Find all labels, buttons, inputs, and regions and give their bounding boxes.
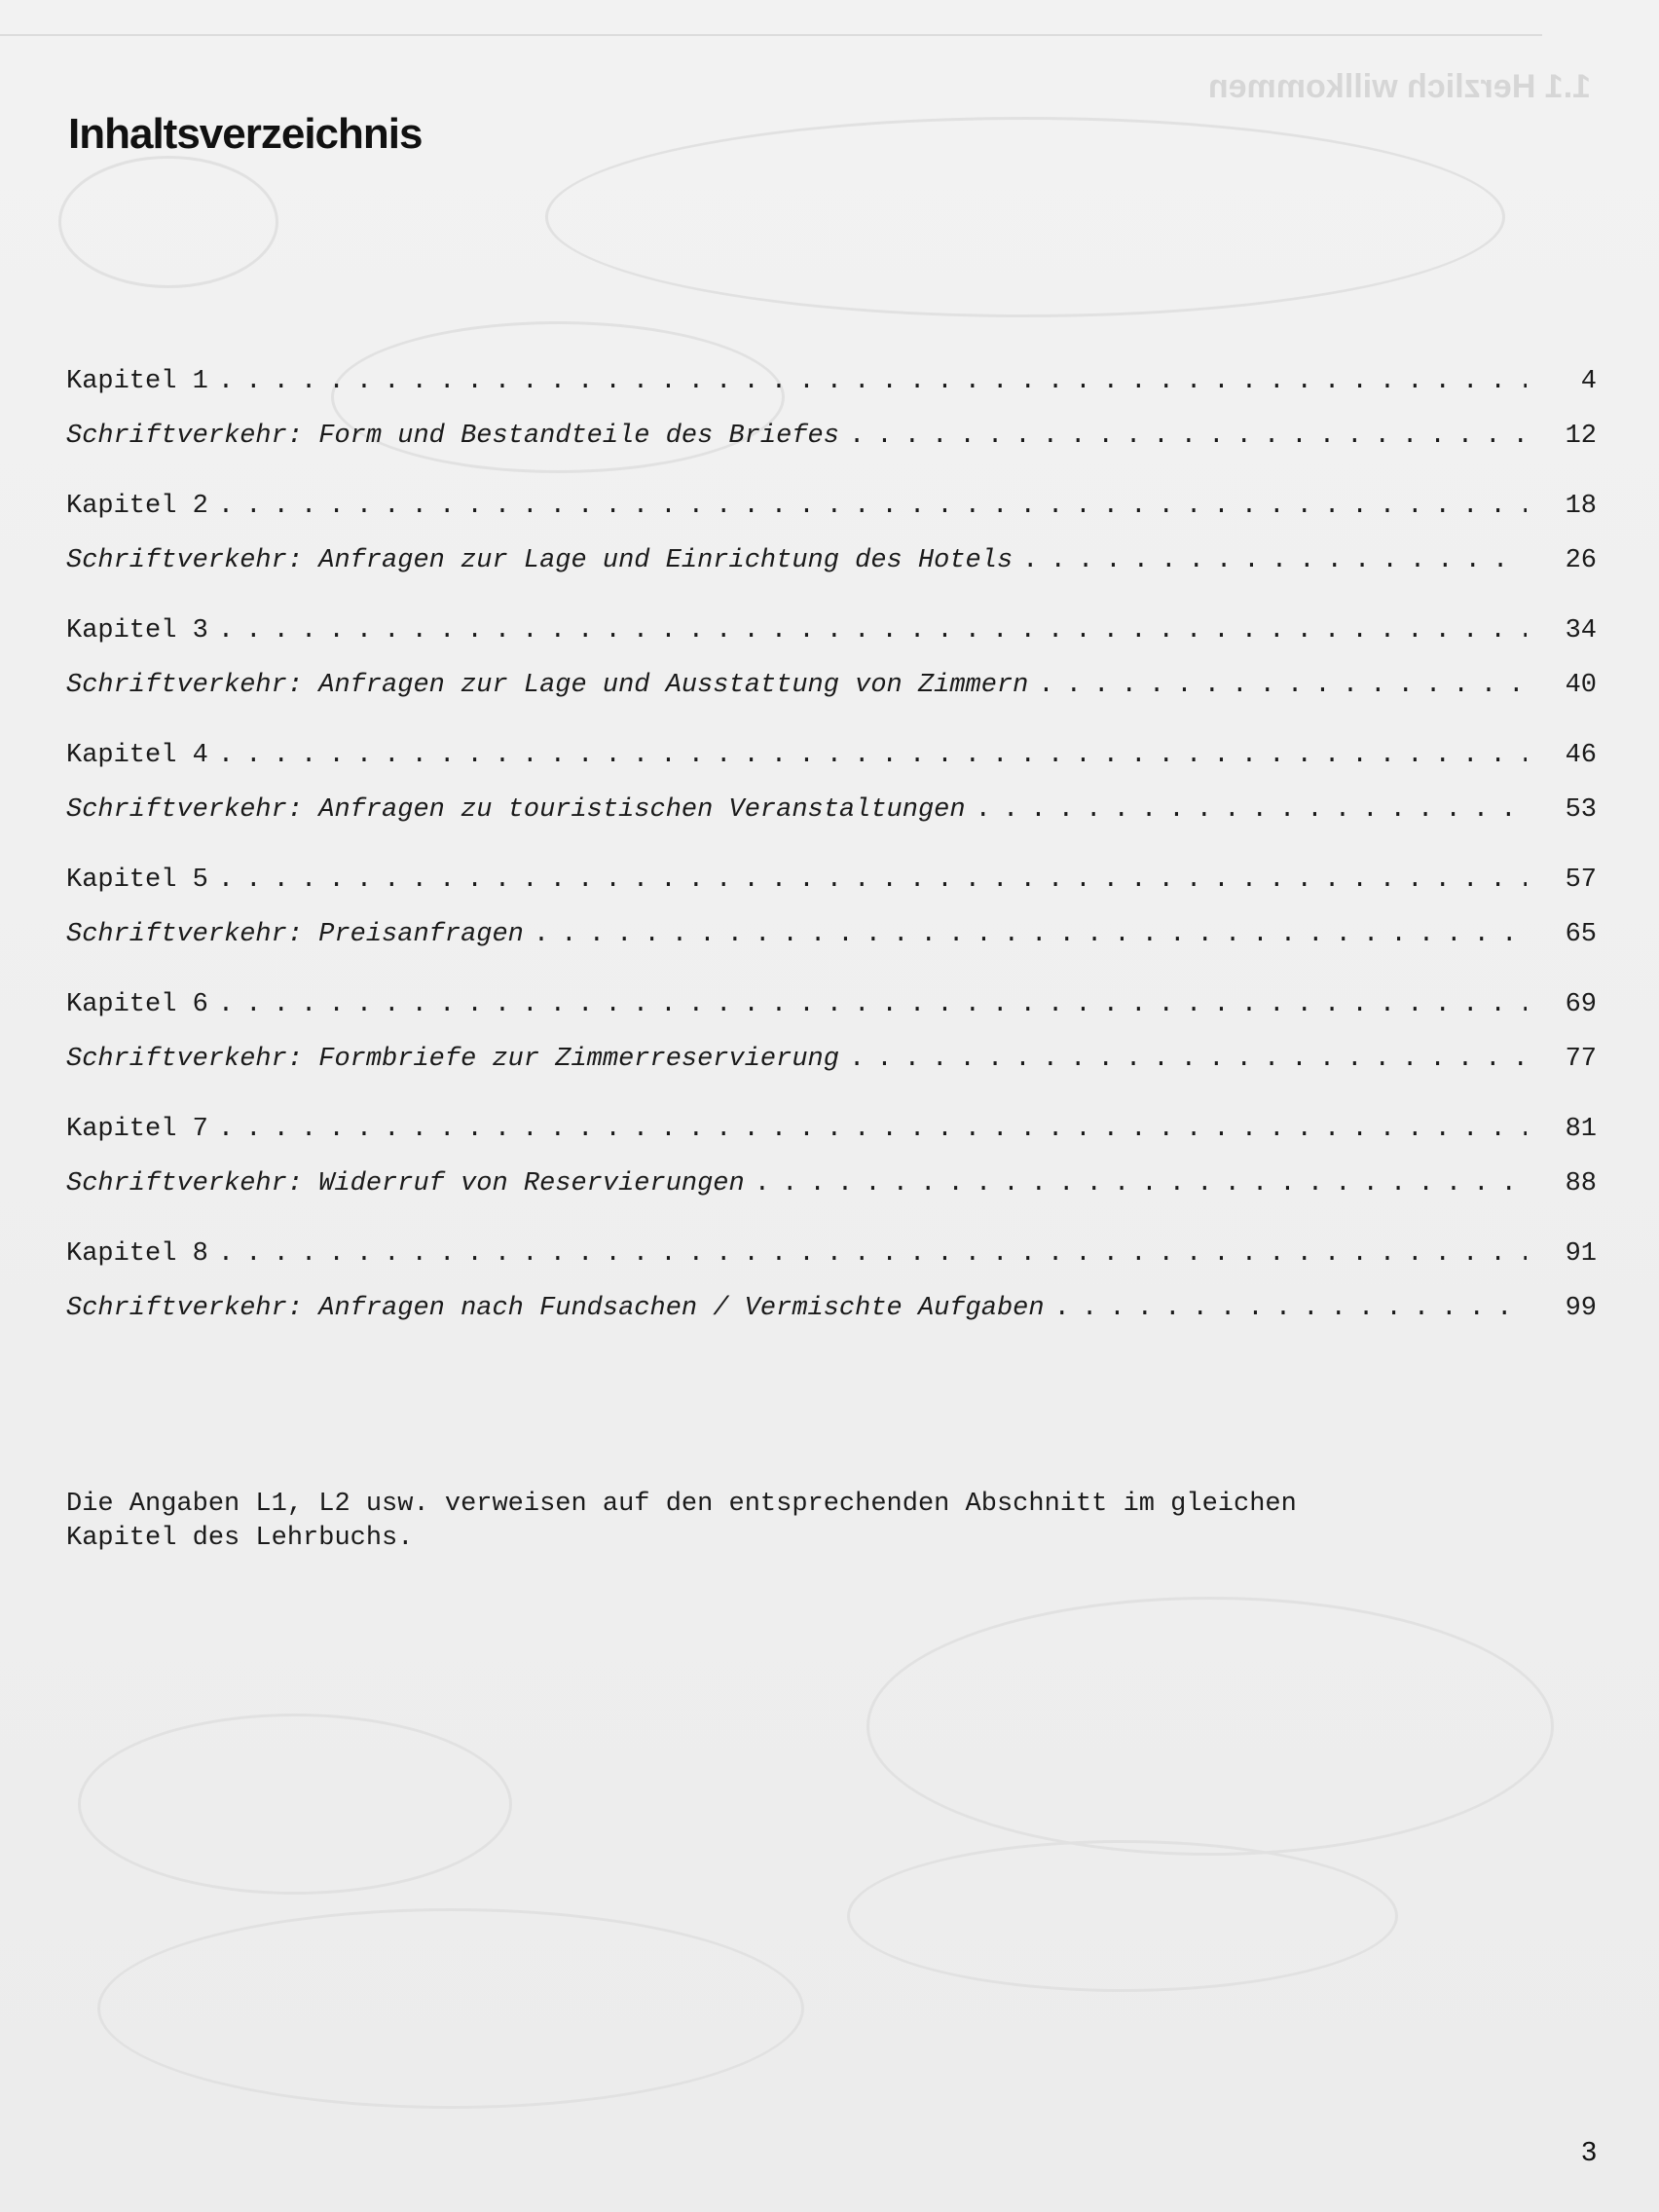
toc-entry-kapitel-1 [66, 354, 1597, 409]
dot-leader [1022, 534, 1527, 588]
dot-leader [218, 604, 1527, 658]
bleed-through-bubble [58, 156, 278, 288]
toc-entry-page: 91 [1565, 1239, 1597, 1269]
footnote-line: Kapitel des Lehrbuchs. [66, 1524, 414, 1553]
toc-entry-page: 57 [1565, 866, 1597, 895]
toc-entry-page: 53 [1565, 795, 1597, 825]
toc-entry-kapitel-7 [66, 1102, 1597, 1157]
toc-entry-kapitel-2 [66, 479, 1597, 534]
dot-leader [218, 1227, 1527, 1281]
dot-leader [849, 1032, 1527, 1087]
dot-leader [976, 783, 1527, 837]
toc-entry-label: Kapitel 7 [66, 1115, 208, 1144]
toc-entry-kapitel-8 [66, 1227, 1597, 1281]
dot-leader [534, 907, 1527, 962]
toc-entry-schriftverkehr-7 [66, 1157, 1597, 1227]
dot-leader [218, 853, 1527, 907]
dot-leader [1038, 658, 1527, 713]
toc-entry-page: 40 [1565, 671, 1597, 700]
toc-entry-kapitel-3 [66, 604, 1597, 658]
bleed-through-bubble [97, 1908, 804, 2109]
toc-entry-label: Schriftverkehr: Widerruf von Reservierungen [66, 1169, 745, 1198]
bleed-through-bubble [78, 1714, 512, 1895]
dot-leader [218, 479, 1527, 534]
toc-entry-kapitel-5 [66, 853, 1597, 907]
toc-entry-page: 99 [1565, 1294, 1597, 1323]
footnote [66, 1488, 1527, 1556]
toc-entry-page: 88 [1565, 1169, 1597, 1198]
toc-entry-page: 4 [1580, 367, 1597, 396]
bleed-through-header: 1.1 Herzlich willkommen [1207, 68, 1591, 105]
dot-leader [849, 409, 1527, 463]
toc-entry-page: 26 [1565, 546, 1597, 575]
toc-entry-page: 81 [1565, 1115, 1597, 1144]
toc-entry-label: Schriftverkehr: Anfragen zur Lage und Einrichtung des Hotels [66, 546, 1014, 575]
dot-leader [218, 354, 1527, 409]
bleed-through-bubble [866, 1597, 1554, 1856]
toc-entry-page: 69 [1565, 990, 1597, 1019]
toc-entry-label: Kapitel 1 [66, 367, 208, 396]
toc-entry-label: Schriftverkehr: Anfragen nach Fundsachen / Vermischte Aufgaben [66, 1294, 1045, 1323]
toc-entry-label: Schriftverkehr: Anfragen zur Lage und Ausstattung von Zimmern [66, 671, 1029, 700]
toc-entry-page: 77 [1565, 1045, 1597, 1074]
toc-entry-label: Schriftverkehr: Preisanfragen [66, 920, 524, 949]
dot-leader [755, 1157, 1527, 1211]
bleed-through-rule [0, 34, 1542, 36]
toc-entry-label: Kapitel 5 [66, 866, 208, 895]
dot-leader [218, 977, 1527, 1032]
toc-entry-schriftverkehr-3 [66, 658, 1597, 728]
toc-entry-kapitel-4 [66, 728, 1597, 783]
toc-entry-label: Kapitel 2 [66, 492, 208, 521]
toc-entry-page: 65 [1565, 920, 1597, 949]
toc-entry-label: Schriftverkehr: Formbriefe zur Zimmerreservierung [66, 1045, 839, 1074]
toc-entry-page: 12 [1565, 422, 1597, 451]
page-number: 3 [1581, 2136, 1597, 2166]
toc-entry-page: 46 [1565, 741, 1597, 770]
dot-leader [1054, 1281, 1527, 1336]
toc-entry-schriftverkehr-4 [66, 783, 1597, 853]
toc-entry-schriftverkehr-8 [66, 1281, 1597, 1351]
toc-entry-kapitel-6 [66, 977, 1597, 1032]
toc-entry-page: 34 [1565, 616, 1597, 645]
toc-entry-label: Kapitel 8 [66, 1239, 208, 1269]
toc-entry-schriftverkehr-5 [66, 907, 1597, 977]
toc-entry-label: Schriftverkehr: Form und Bestandteile des Briefes [66, 422, 839, 451]
toc-entry-schriftverkehr-1 [66, 409, 1597, 479]
toc-entry-page: 18 [1565, 492, 1597, 521]
toc-entry-label: Kapitel 3 [66, 616, 208, 645]
toc-entry-label: Kapitel 6 [66, 990, 208, 1019]
page-title: Inhaltsverzeichnis [68, 110, 423, 159]
toc-entry-schriftverkehr-6 [66, 1032, 1597, 1102]
dot-leader [218, 1102, 1527, 1157]
table-of-contents [66, 354, 1597, 1351]
toc-entry-label: Kapitel 4 [66, 741, 208, 770]
toc-entry-label: Schriftverkehr: Anfragen zu touristischen Veranstaltungen [66, 795, 966, 825]
dot-leader [218, 728, 1527, 783]
bleed-through-bubble [847, 1840, 1398, 1992]
bleed-through-bubble [545, 117, 1505, 317]
toc-entry-schriftverkehr-2 [66, 534, 1597, 604]
footnote-line: Die Angaben L1, L2 usw. verweisen auf den entsprechenden Abschnitt im gleichen [66, 1490, 1297, 1519]
